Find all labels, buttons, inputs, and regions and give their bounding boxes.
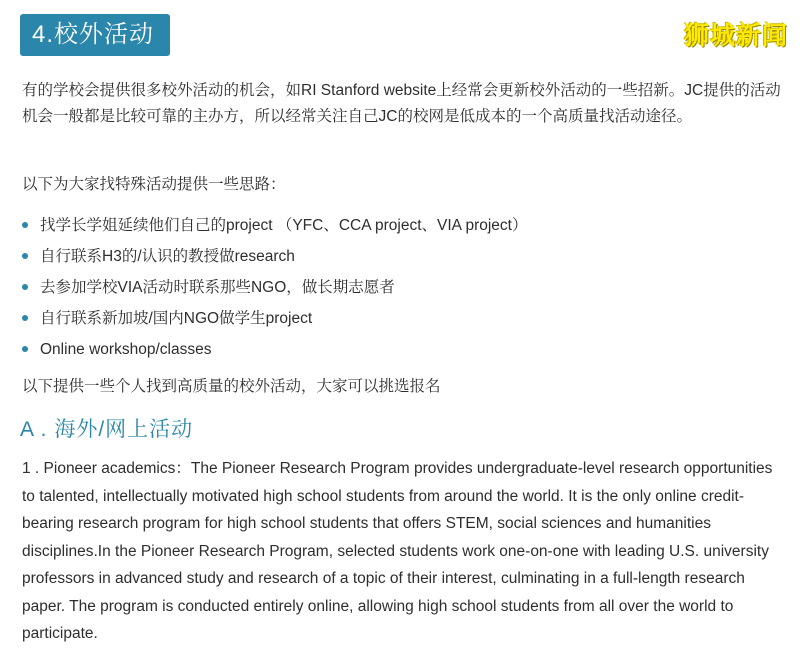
watermark-logo: 狮城新闻 bbox=[683, 22, 788, 50]
pioneer-description: 1 . Pioneer academics：The Pioneer Research Program provides undergraduate-level research opportunities to talented, intellectually motivated high school students from around the world. It is the only online credit-bearing research program for high school students that offers STEM, social sciences and humanities disciplines.In the Pioneer Research Program, selected students work one-on-one with leading U.S. university professors in advanced study and research of a topic of their interest, culminating in a full-length research paper. The program is conducted entirely online, allowing high school students from all over the world to participate. bbox=[22, 460, 773, 642]
ideas-list bbox=[22, 210, 782, 365]
list-item: 自行联系新加坡/国内NGO做学生project bbox=[22, 303, 782, 334]
list-item: Online workshop/classes bbox=[22, 334, 782, 365]
bullet-dot-icon bbox=[22, 315, 28, 321]
ideas-lead: 以下为大家找特殊活动提供一些思路： bbox=[22, 176, 286, 193]
subsection-title: A . 海外/网上活动 bbox=[20, 418, 194, 441]
section-title-badge: 4.校外活动 bbox=[20, 14, 170, 56]
list-item: 找学长学姐延续他们自己的project （YFC、CCA project、VIA project） bbox=[22, 210, 782, 241]
bullet-dot-icon bbox=[22, 222, 28, 228]
bullet-dot-icon bbox=[22, 284, 28, 290]
list-item: 自行联系H3的/认识的教授做research bbox=[22, 241, 782, 272]
recommend-lead: 以下提供一些个人找到高质量的校外活动，大家可以挑选报名 bbox=[22, 378, 441, 395]
list-item: 去参加学校VIA活动时联系那些NGO，做长期志愿者 bbox=[22, 272, 782, 303]
bullet-dot-icon bbox=[22, 253, 28, 259]
intro-paragraph: 有的学校会提供很多校外活动的机会，如RI Stanford website上经常会更新校外活动的一些招新。JC提供的活动机会一般都是比较可靠的主办方，所以经常关注自己JC的校网是低成本的一个高质量找活动途径。 bbox=[22, 82, 781, 125]
bullet-dot-icon bbox=[22, 346, 28, 352]
